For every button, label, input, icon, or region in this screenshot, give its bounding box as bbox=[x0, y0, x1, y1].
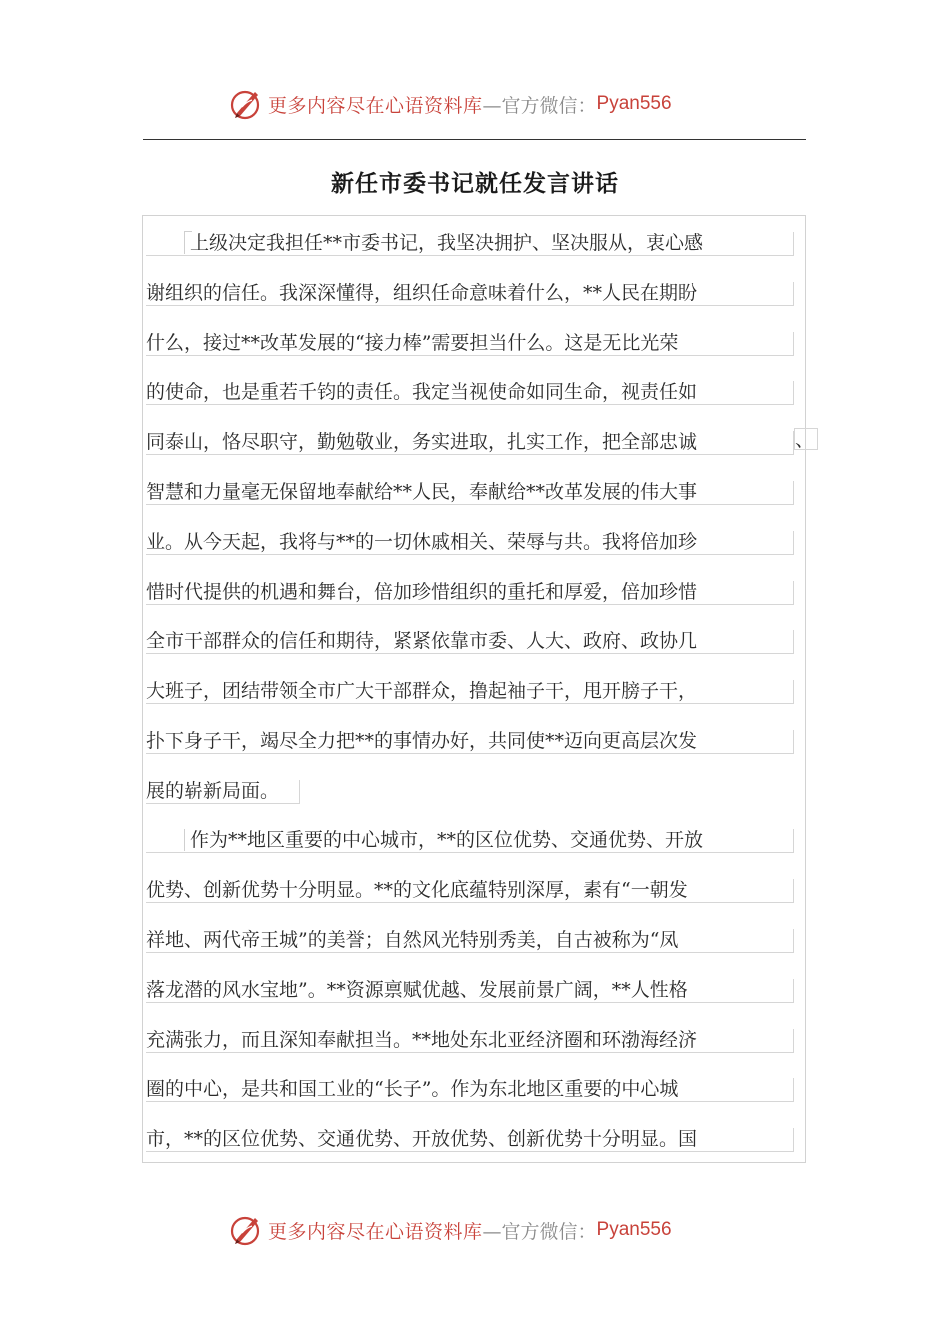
paragraph1-line: 智慧和力量毫无保留地奉献给**人民，奉献给**改革发展的伟大事 bbox=[146, 481, 794, 505]
banner-main-text: 更多内容尽在心语资料库 bbox=[268, 94, 483, 117]
paragraph1-line: 扑下身子干，竭尽全力把**的事情办好，共同使**迈向更高层次发 bbox=[146, 730, 794, 754]
document-title: 新任市委书记就任发言讲话 bbox=[331, 171, 619, 197]
paragraph2-line: 优势、创新优势十分明显。**的文化底蕴特别深厚，素有“一朝发 bbox=[146, 879, 794, 903]
paragraph2-line: 圈的中心，是共和国工业的“长子”。作为东北地区重要的中心城 bbox=[146, 1078, 794, 1102]
paragraph2-line: 充满张力，而且深知奉献担当。**地处东北亚经济圈和环渤海经济 bbox=[146, 1029, 794, 1053]
paragraph1-line: 同泰山，恪尽职守，勤勉敬业，务实进取，扎实工作，把全部忠诚 bbox=[146, 431, 794, 455]
paragraph2-line: 市，**的区位优势、交通优势、开放优势、创新优势十分明显。国 bbox=[146, 1128, 794, 1152]
pen-logo-icon bbox=[228, 86, 264, 122]
footer-banner bbox=[0, 1208, 950, 1252]
paragraph2-line: 祥地、两代帝王城”的美誉；自然风光特别秀美，自古被称为“凤 bbox=[146, 929, 794, 953]
paragraph1-line: 谢组织的信任。我深深懂得，组织任命意味着什么，**人民在期盼 bbox=[146, 282, 794, 306]
header-banner bbox=[0, 82, 950, 126]
header-rule bbox=[143, 139, 806, 140]
pen-logo-icon bbox=[228, 1212, 264, 1248]
overflow-punctuation: 、 bbox=[794, 428, 818, 450]
paragraph1-line: 的使命，也是重若千钧的责任。我定当视使命如同生命，视责任如 bbox=[146, 381, 794, 405]
paragraph1-line: 业。从今天起，我将与**的一切休戚相关、荣辱与共。我将倍加珍 bbox=[146, 531, 794, 555]
banner-separator-text: —官方微信： bbox=[482, 94, 597, 117]
paragraph1-line: 什么，接过**改革发展的“接力棒”需要担当什么。这是无比光荣 bbox=[146, 332, 794, 356]
banner-wechat-id: Pyan556 bbox=[596, 93, 672, 114]
paragraph2-line: 落龙潜的风水宝地”。**资源禀赋优越、发展前景广阔，**人性格 bbox=[146, 979, 794, 1003]
paragraph1-line: 大班子，团结带领全市广大干部群众，撸起袖子干，甩开膀子干， bbox=[146, 680, 794, 704]
banner-wechat-id: Pyan556 bbox=[596, 1219, 672, 1240]
paragraph1-line: 上级决定我担任**市委书记，我坚决拥护、坚决服从，衷心感 bbox=[146, 232, 794, 256]
banner-main-text: 更多内容尽在心语资料库 bbox=[268, 1220, 483, 1243]
paragraph1-line: 全市干部群众的信任和期待，紧紧依靠市委、人大、政府、政协几 bbox=[146, 630, 794, 654]
paragraph1-line: 惜时代提供的机遇和舞台，倍加珍惜组织的重托和厚爱，倍加珍惜 bbox=[146, 581, 794, 605]
paragraph2-line: 作为**地区重要的中心城市，**的区位优势、交通优势、开放 bbox=[146, 829, 794, 853]
paragraph1-line: 展的崭新局面。 bbox=[146, 780, 300, 804]
banner-separator-text: —官方微信： bbox=[482, 1220, 597, 1243]
